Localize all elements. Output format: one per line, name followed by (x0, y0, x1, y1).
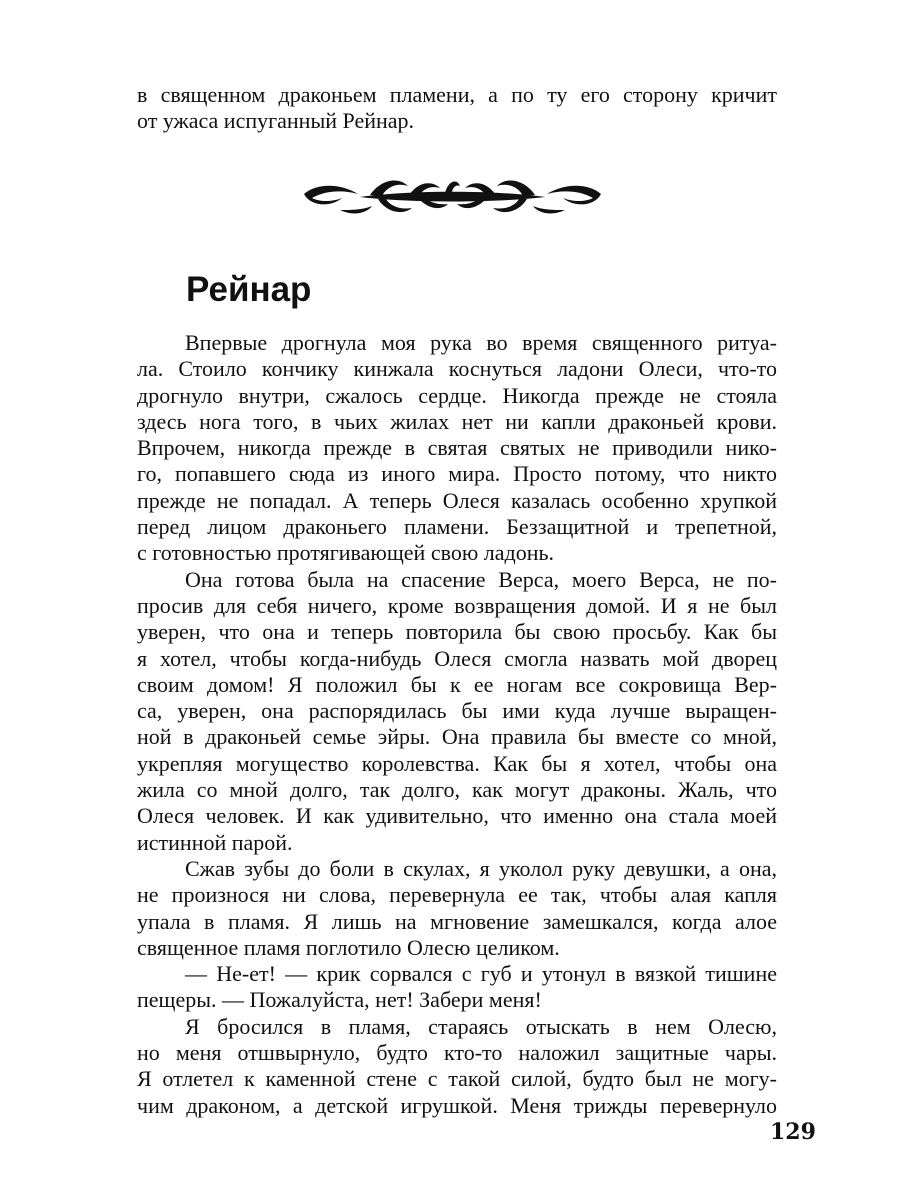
text-line: са, уверен, она распорядилась бы ими куда лучше выращен- (137, 698, 777, 724)
body-text (137, 330, 777, 1119)
text-line: своим домом! Я положил бы к ее ногам все сокровища Вер- (137, 671, 777, 697)
text-line: пещеры. — Пожалуйста, нет! Забери меня! (137, 987, 542, 1013)
page-number: 129 (770, 1119, 816, 1145)
text-line: прежде не попадал. А теперь Олеся казалась особенно хрупкой (137, 487, 777, 513)
text-line: не произнося ни слова, перевернула ее так, чтобы алая капля (137, 882, 777, 908)
text-line: Я отлетел к каменной стене с такой силой, будто был не могу- (137, 1066, 777, 1092)
text-line: — Не-ет! — крик сорвался с губ и утонул в вязкой тишине (185, 961, 777, 987)
text-line: с готовностью протягивающей свою ладонь. (137, 540, 555, 566)
text-line: укрепляя могущество королевства. Как бы я хотел, чтобы она (137, 750, 777, 776)
text-line: священное пламя поглотило Олесю целиком. (137, 934, 560, 960)
intro-text (137, 82, 777, 135)
ornament-divider-icon (300, 172, 605, 222)
text-line: в священном драконьем пламени, а по ту его сторону кричит (137, 82, 777, 107)
text-line: перед лицом драконьего пламени. Беззащитной и трепетной, (137, 514, 777, 540)
text-line: жила со мной долго, так долго, как могут драконы. Жаль, что (137, 777, 777, 803)
text-line: ла. Стоило кончику кинжала коснуться ладони Олеси, что-то (137, 356, 777, 382)
text-line: ной в драконьей семье эйры. Она правила бы вместе со мной, (137, 724, 777, 750)
text-line: истинной парой. (137, 829, 293, 855)
text-line: Олеся человек. И как удивительно, что именно она стала моей (137, 803, 777, 829)
text-line: от ужаса испуганный Рейнар. (137, 108, 415, 134)
text-line: Впрочем, никогда прежде в святая святых не приводили нико- (137, 435, 777, 461)
text-line: го, попавшего сюда из иного мира. Просто потому, что никто (137, 461, 777, 487)
text-line: упала в пламя. Я лишь на мгновение замешкался, когда алое (137, 908, 777, 934)
text-line: Я бросился в пламя, стараясь отыскать в нем Олесю, (185, 1013, 777, 1039)
text-line: дрогнуло внутри, сжалось сердце. Никогда прежде не стояла (137, 382, 777, 408)
text-line: чим драконом, а детской игрушкой. Меня трижды перевернуло (137, 1092, 777, 1118)
chapter-title: Рейнар (186, 270, 312, 309)
text-line: Впервые дрогнула моя рука во время священного ритуа- (185, 330, 777, 355)
text-line: но меня отшвырнуло, будто кто-то наложил защитные чары. (137, 1040, 777, 1066)
text-line: Она готова была на спасение Верса, моего Верса, не по- (185, 566, 777, 592)
text-line: я хотел, чтобы когда-нибудь Олеся смогла назвать мой дворец (137, 645, 777, 671)
text-line: здесь нога того, в чьих жилах нет ни капли драконьей крови. (137, 408, 777, 434)
text-line: просив для себя ничего, кроме возвращения домой. И я не был (137, 592, 777, 618)
text-line: Сжав зубы до боли в скулах, я уколол руку девушки, а она, (185, 855, 777, 881)
text-line: уверен, что она и теперь повторила бы свою просьбу. Как бы (137, 619, 777, 645)
